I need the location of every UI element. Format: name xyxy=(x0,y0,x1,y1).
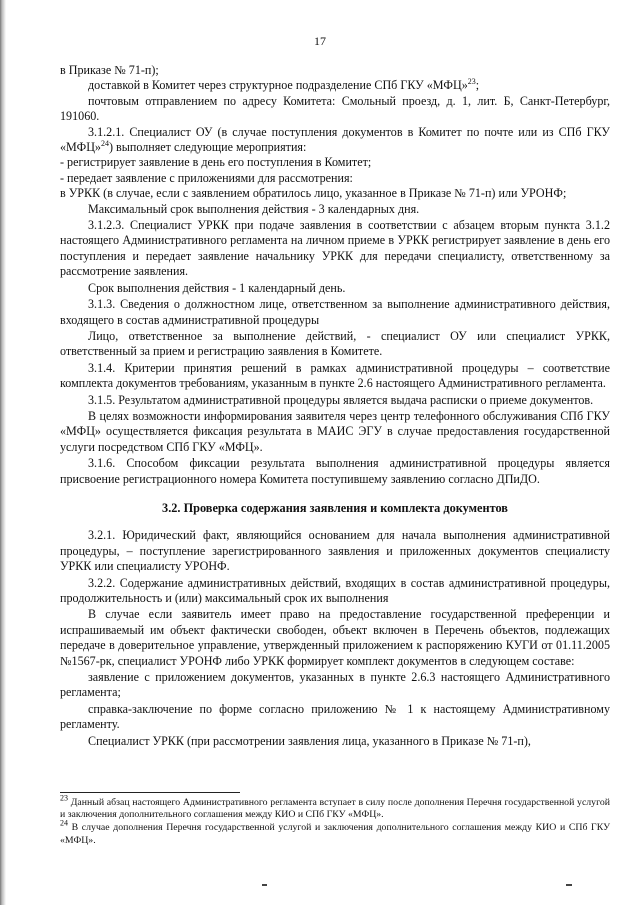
paragraph: 3.2.2. Содержание административных действий, входящих в состав административной процедуры, продолжительность и (или) максимальный срок их выполнения xyxy=(60,575,610,605)
paragraph: 3.1.3. Сведения о должностном лице, ответственном за выполнение административного действия, входящего в состав административной процедуры xyxy=(60,297,610,327)
page-number: 17 xyxy=(314,34,326,48)
paragraph: справка-заключение по форме согласно приложению № 1 к настоящему Административному регламенту. xyxy=(60,701,610,732)
paragraph: 3.1.2.1. Специалист ОУ (в случае поступления документов в Комитет по почте или из СПб ГКУ «МФЦ»$^{24}$) выполняет следующие мероприятия: xyxy=(60,124,610,155)
paragraph: - регистрирует заявление в день его поступления в Комитет; xyxy=(60,155,372,170)
paragraph: В случае если заявитель имеет право на предоставление государственной преференции и испрашиваемый им объект фактически свободен, объект включен в Перечень объектов, подлежащих передаче в доверительное управление, утвержденный приложением к распоряжению КУГИ от 01.11.2005 №1567-рк, специалист УРОНФ либо УРКК формирует комплект документов в следующем составе: xyxy=(60,607,610,668)
footnotes xyxy=(60,792,610,848)
scan-speck xyxy=(262,884,267,886)
paragraph: в Приказе № 71-п); xyxy=(60,63,159,77)
footnote-ref: 24 xyxy=(100,139,109,148)
scan-speck xyxy=(566,884,572,886)
footnote: $^{24}$ В случае дополнения Перечня государственной услугой и заключения дополнительного соглашения между КИО и СПб ГКУ «МФЦ». xyxy=(60,819,611,846)
paragraph: доставкой в Комитет через структурное подразделение СПб ГКУ «МФЦ»$^{23}$; xyxy=(88,77,480,93)
paragraph: 3.1.6. Способом фиксации результата выполнения административной процедуры является присвоение регистрационного номера Комитета поступившему заявлению согласно ДПиДО. xyxy=(60,456,610,486)
footnote-separator xyxy=(60,792,240,793)
scan-edge xyxy=(0,0,6,905)
paragraph: - передает заявление с приложениями для рассмотрения: xyxy=(60,170,353,185)
footnote-ref: 23 xyxy=(467,77,476,87)
document-body xyxy=(60,63,610,749)
paragraph: В целях возможности информирования заявителя через центр телефонного обслуживания СПб ГКУ «МФЦ» осуществляется фиксация результата в МАИС ЭГУ в случае предоставления государственной услуги посредством СПб ГКУ «МФЦ». xyxy=(60,408,610,454)
paragraph: 3.1.2.3. Специалист УРКК при подаче заявления в соответствии с абзацем вторым пункта 3.1.2 настоящего Административного регламента на личном приеме в УРКК регистрирует заявление в день его поступления и передает заявление начальнику УРКК для передачи специалисту, ответственному за рассмотрение заявления. xyxy=(60,218,610,279)
paragraph: почтовым отправлением по адресу Комитета: Смольный проезд, д. 1, лит. Б, Санкт-Петербург, 191060. xyxy=(60,93,610,124)
paragraph: заявление с приложением документов, указанных в пункте 2.6.3 настоящего Административного регламента; xyxy=(60,670,610,700)
paragraph: Срок выполнения действия - 1 календарный день. xyxy=(88,280,346,295)
footnote: $^{23}$ Данный абзац настоящего Административного регламента вступает в силу после дополнения Перечня государственной услугой и заключения дополнительного соглашения между КИО и СПб ГКУ «МФЦ». xyxy=(60,793,610,821)
paragraph: в УРКК (в случае, если с заявлением обратилось лицо, указанное в Приказе № 71-п) или УРОНФ; xyxy=(60,186,567,201)
paragraph: Лицо, ответственное за выполнение действий, - специалист ОУ или специалист УРКК, ответственный за прием и регистрацию заявления в Комитете. xyxy=(60,328,610,359)
paragraph: 3.2.1. Юридический факт, являющийся основанием для начала выполнения административной процедуры, – поступление зарегистрированного заявления и приложенных документов специалисту УРКК или специалисту УРОНФ. xyxy=(60,528,610,574)
paragraph: 3.1.4. Критерии принятия решений в рамках административной процедуры – соответствие комплекта документов требованиям, указанным в пункте 2.6 настоящего Административного регламента. xyxy=(60,360,610,391)
paragraph: 3.1.5. Результатом административной процедуры является выдача расписки о приеме документов. xyxy=(88,392,594,407)
section-heading: 3.2. Проверка содержания заявления и комплекта документов xyxy=(162,500,508,515)
paragraph: Специалист УРКК (при рассмотрении заявления лица, указанного в Приказе № 71-п), xyxy=(88,733,531,748)
paragraph: Максимальный срок выполнения действия - 3 календарных дня. xyxy=(88,201,420,216)
